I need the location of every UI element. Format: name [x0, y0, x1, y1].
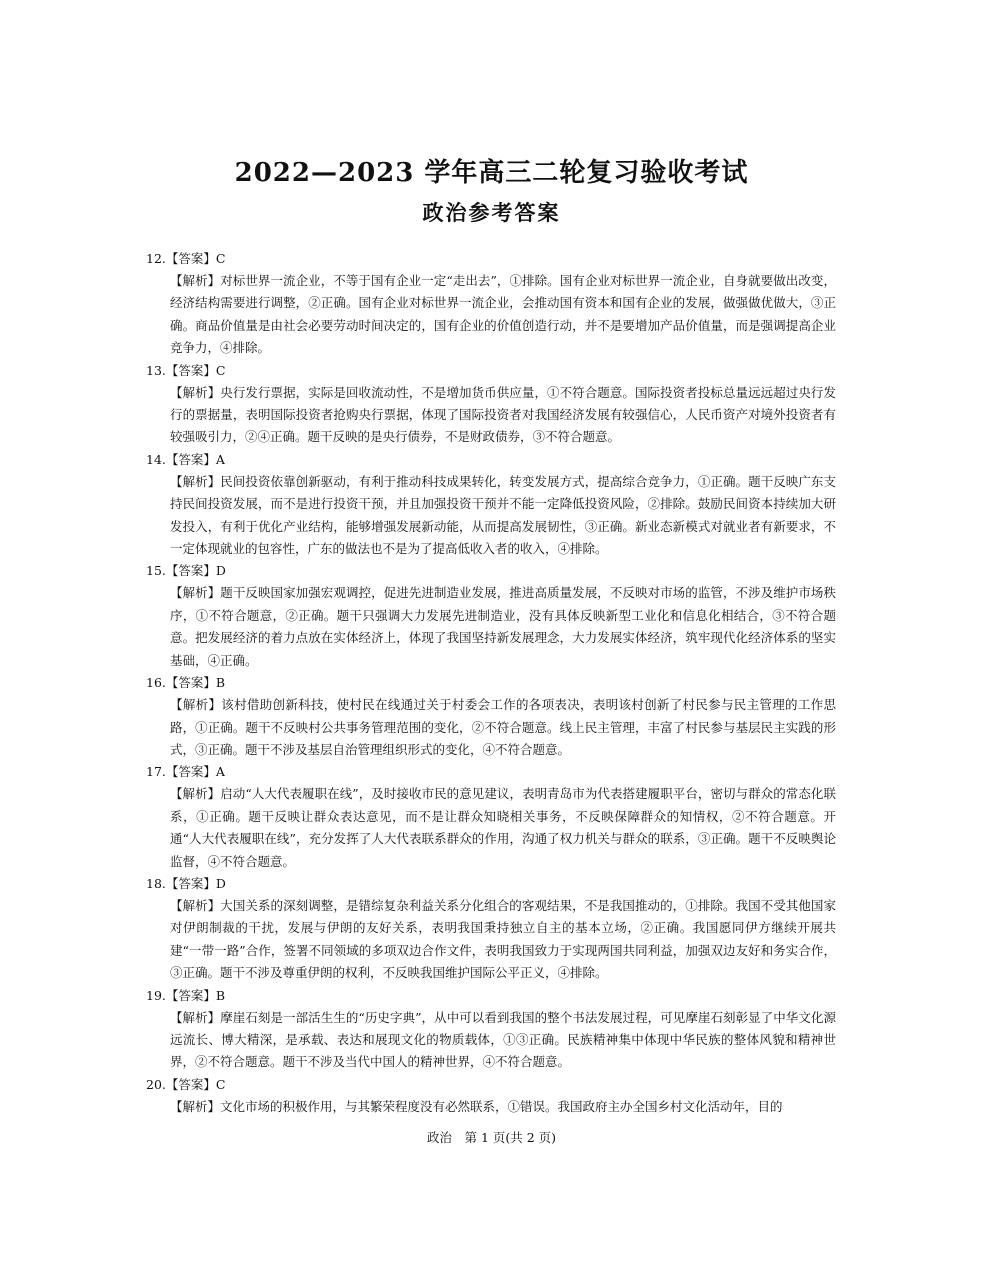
analysis-paragraph: 【解析】该村借助创新科技，使村民在线通过关于村委会工作的各项表决，表明该村创新了村民参与民主管理的工作思路，①正确。题干不反映村公共事务管理范围的变化，②不符合题意。线上民主管理，丰富了村民参与基层民主实践的形式，③正确。题干不涉及基层自治管理组织形式的变化，④不符合题意。 [170, 697, 836, 757]
analysis-paragraph: 【解析】启动“人大代表履职在线”，及时接收市民的意见建议，表明青岛市为代表搭建履职平台，密切与群众的常态化联系，①正确。题干反映让群众表达意见，而不是让群众知晓相关事务，不反映保障群众的知情权，②不符合题意。开通“人大代表履职在线”，充分发挥了人大代表联系群众的作用，沟通了权力机关与群众的联系，③正确。题干不反映舆论监督，④不符合题意。 [170, 786, 836, 869]
analysis-paragraph: 【解析】民间投资依靠创新驱动，有利于推动科技成果转化，转变发展方式，提高综合竞争力，①正确。题干反映广东支持民间投资发展，而不是进行投资干预，并且加强投资干预并不能一定降低投资风险，②排除。鼓励民间资本持续加大研发投入，有利于优化产业结构，能够增强发展新动能，从而提高发展韧性，③正确。新业态新模式对就业者有新要求，不一定体现就业的包容性，广东的做法也不是为了提高低收入者的收入，④排除。 [170, 473, 836, 557]
answer-line: 13.【答案】C [146, 362, 226, 378]
answer-list [146, 248, 836, 1118]
question-17 [146, 761, 836, 873]
question-19 [146, 985, 836, 1074]
answer-line: 17.【答案】A [146, 764, 225, 780]
question-20 [146, 1074, 836, 1118]
analysis-paragraph: 【解析】摩崖石刻是一部活生生的“历史字典”，从中可以看到我国的整个书法发展过程，可见摩崖石刻彰显了中华文化源远流长、博大精深，是承载、表达和展现文化的物质载体，①③正确。民族精神集中体现中华民族的整体风貌和精神世界，②不符合题意。题干不涉及当代中国人的精神世界，④不符合题意。 [170, 1009, 836, 1070]
question-15 [146, 560, 836, 672]
analysis-paragraph: 【解析】文化市场的积极作用，与其繁荣程度没有必然联系，①错误。我国政府主办全国乡村文化活动年，目的 [170, 1098, 783, 1114]
analysis-paragraph: 【解析】央行发行票据，实际是回收流动性，不是增加货币供应量，①不符合题意。国际投资者投标总量远远超过央行发行的票据量，表明国际投资者抢购央行票据，体现了国际投资者对我国经济发展有较强信心，人民币资产对境外投资者有较强吸引力，②④正确。题干反映的是央行债券，不是财政债券，③不符合题意。 [170, 384, 836, 445]
analysis-paragraph: 【解析】题干反映国家加强宏观调控，促进先进制造业发展，推进高质量发展，不反映对市场的监管，不涉及维护市场秩序，①不符合题意，②正确。题干只强调大力发展先进制造业，没有具体反映新型工业化和信息化相结合，③不符合题意。把发展经济的着力点放在实体经济上，体现了我国坚持新发展理念，大力发展实体经济，筑牢现代化经济体系的坚实基础，④正确。 [170, 585, 836, 668]
document-subtitle: 政治参考答案 [422, 200, 561, 225]
question-18 [146, 873, 836, 985]
answer-line: 18.【答案】D [146, 875, 226, 891]
answer-line: 15.【答案】D [146, 563, 226, 579]
document-title: 2022—2023 学年高三二轮复习验收考试 [234, 158, 749, 188]
answer-line: 19.【答案】B [146, 987, 226, 1003]
question-16 [146, 672, 836, 761]
question-14 [146, 449, 836, 561]
answer-line: 12.【答案】C [146, 251, 226, 266]
analysis-paragraph: 【解析】对标世界一流企业，不等于国有企业一定“走出去”，①排除。国有企业对标世界一流企业，自身就要做出改变，经济结构需要进行调整，②正确。国有企业对标世界一流企业，会推动国有资本和国有企业的发展，做强做优做大，③正确。商品价值量是由社会必要劳动时间决定的，国有企业的价值创造行动，并不是要增加产品价值量，而是强调提高企业竞争力，④排除。 [170, 273, 836, 356]
page-footer: 政治 第 1 页(共 2 页) [426, 1130, 557, 1145]
question-12 [146, 248, 836, 360]
answer-line: 14.【答案】A [146, 451, 225, 467]
question-13 [146, 360, 836, 449]
answer-line: 20.【答案】C [146, 1076, 226, 1092]
answer-line: 16.【答案】B [146, 675, 226, 691]
analysis-paragraph: 【解析】大国关系的深刻调整，是错综复杂利益关系分化组合的客观结果，不是我国推动的，①排除。我国不受其他国家对伊朗制裁的干扰，发展与伊朗的友好关系，表明我国秉持独立自主的基本立场，②正确。我国愿同伊方继续开展共建“一带一路”合作，签署不同领域的多项双边合作文件，表明我国致力于实现两国共同利益，加强双边友好和务实合作，③正确。题干不涉及尊重伊朗的权利，不反映我国维护国际公平正义，④排除。 [170, 897, 836, 981]
